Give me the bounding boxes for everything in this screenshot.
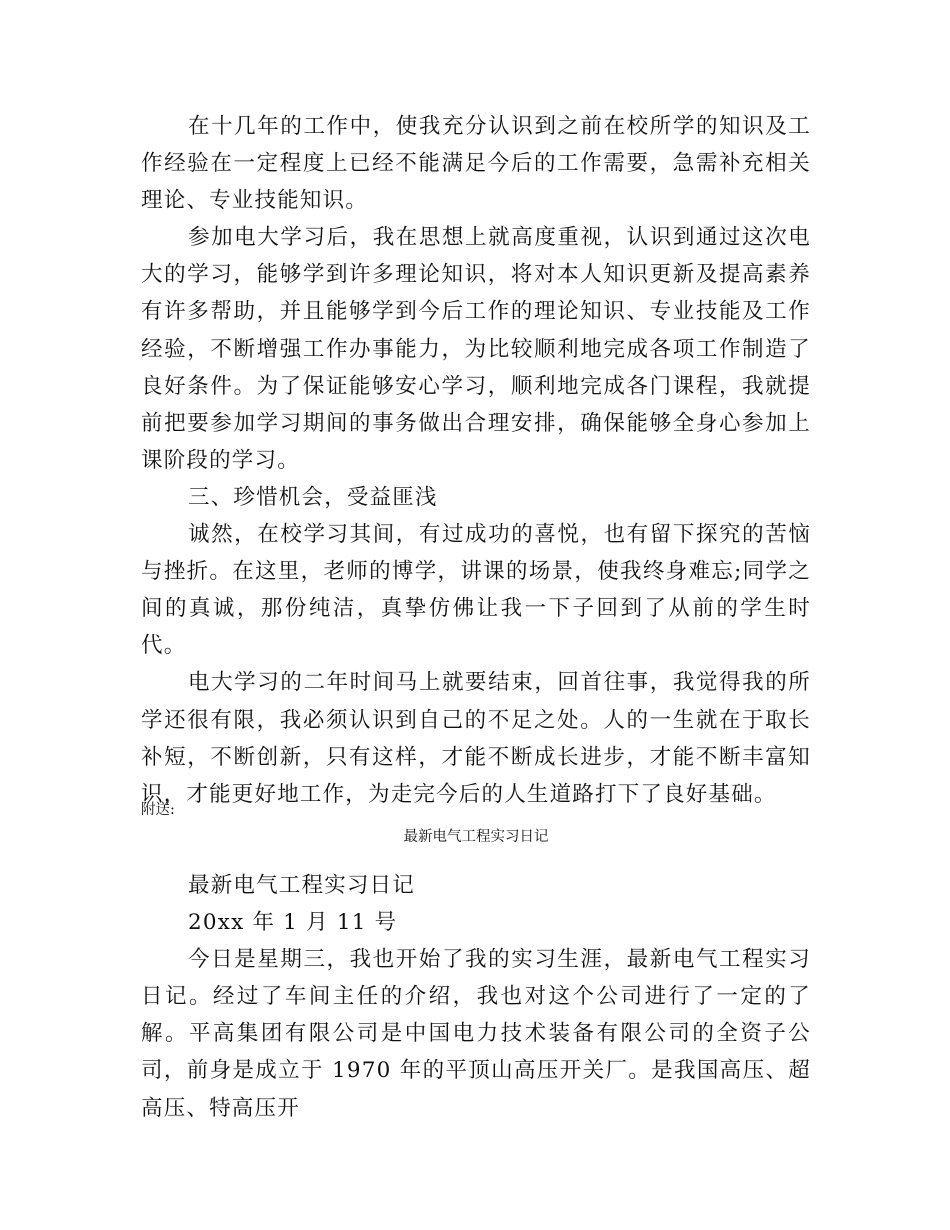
diary-section: [141, 867, 811, 1127]
section-heading-cherish-opportunity: 三、珍惜机会，受益匪浅: [188, 484, 438, 510]
appendix-label: 附送:: [141, 802, 175, 818]
appendix-title: 最新电气工程实习日记: [403, 829, 549, 845]
diary-heading: 最新电气工程实习日记: [188, 873, 416, 898]
paragraph-work-experience: 在十几年的工作中，使我充分认识到之前在校所学的知识及工作经验在一定程度上已经不能满足今后的工作需要，急需补充相关理论、专业技能知识。: [141, 114, 811, 214]
paragraph-conclusion: 电大学习的二年时间马上就要结束，回首往事，我觉得我的所学还很有限，我必须认识到自己的不足之处。人的一生就在于取长补短，不断创新，只有这样，才能不断成长进步，才能不断丰富知识，才能更好地工作，为走完今后的人生道路打下了良好基础。: [141, 670, 811, 807]
diary-date: 20xx 年 1 月 11 号: [188, 910, 398, 936]
paragraph-study-attitude: 参加电大学习后，我在思想上就高度重视，认识到通过这次电大的学习，能够学到许多理论知识，将对本人知识更新及提高素养有许多帮助，并且能够学到今后工作的理论知识、专业技能及工作经验，不断增强工作办事能力，为比较顺利地完成各项工作制造了良好条件。为了保证能够安心学习，顺利地完成各门课程，我就提前把要参加学习期间的事务做出合理安排，确保能够全身心参加上课阶段的学习。: [141, 225, 811, 473]
diary-entry-paragraph: 今日是星期三，我也开始了我的实习生涯，最新电气工程实习日记。经过了车间主任的介绍，我也对这个公司进行了一定的了解。平高集团有限公司是中国电力技术装备有限公司的全资子公司，前身是成立于 1970 年的平顶山高压开关厂。是我国高压、超高压、特高压开: [141, 947, 811, 1121]
body-text-section: [141, 108, 811, 813]
paragraph-school-memories: 诚然，在校学习其间，有过成功的喜悦，也有留下探究的苦恼与挫折。在这里，老师的博学，讲课的场景，使我终身难忘;同学之间的真诚，那份纯洁，真挚仿佛让我一下子回到了从前的学生时代。: [141, 522, 811, 659]
